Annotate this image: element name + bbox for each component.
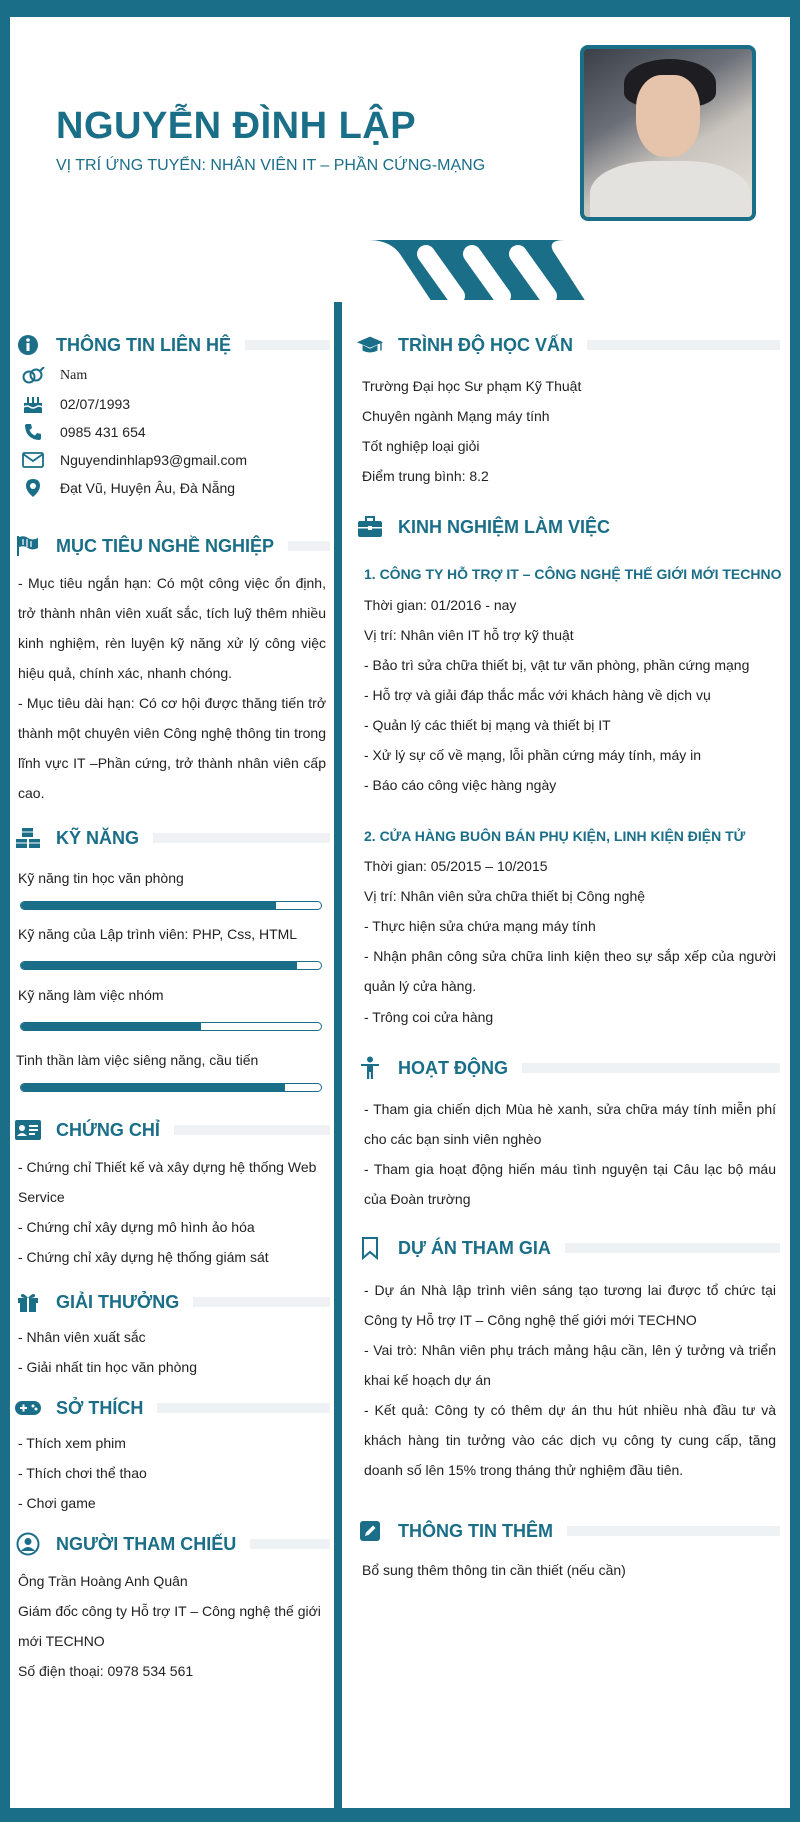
job-duty: - Nhận phân công sửa chữa linh kiện theo sự sắp xếp của người quản lý cửa hàng. [364,948,776,994]
cubes-icon [14,826,42,850]
extra-text: Bổ sung thêm thông tin cần thiết (nếu cần) [362,1562,626,1578]
section-projects-header [356,1233,780,1263]
job-role: Vị trí: Nhân viên sửa chữa thiết bị Công nghệ [364,888,646,904]
section-hobbies-header [14,1393,330,1423]
activity-item: - Tham gia hoạt động hiến máu tình nguyện tại Câu lạc bộ máu của Đoàn trường [364,1161,776,1207]
objective-short-term: - Mục tiêu ngắn hạn: Có một công việc ổn định, trở thành nhân viên xuất sắc, tích luỹ thêm nhiều kinh nghiệm, rèn luyện kỹ năng xử lý công việc hiệu quả, chính xác, nhanh chóng. [18,575,326,681]
certificate-item: - Chứng chỉ xây dựng mô hình ảo hóa [18,1219,255,1235]
section-contact-header [14,330,330,360]
job-duty: - Bảo trì sửa chữa thiết bị, vật tư văn phòng, phần cứng mạng [364,657,750,673]
user-circle-icon [14,1532,42,1556]
skill-label: Kỹ năng của Lập trình viên: PHP, Css, HTML [18,926,298,942]
right-column [342,300,790,1808]
profile-photo [580,45,756,221]
education-item: Điểm trung bình: 8.2 [362,468,489,484]
mail-icon [20,450,46,470]
skill-bar [20,1083,322,1092]
hobby-item: - Thích chơi thể thao [18,1465,147,1481]
contact-phone: 0985 431 654 [60,424,146,440]
skill-bar [20,1022,322,1031]
award-item: - Nhân viên xuất sắc [18,1329,146,1345]
section-objective-header [14,531,330,561]
section-title: MỤC TIÊU NGHỀ NGHIỆP [56,535,275,556]
person-icon [356,1056,384,1080]
graduation-cap-icon [356,333,384,357]
section-extra-header [356,1516,780,1546]
hobby-item: - Chơi game [18,1495,96,1511]
award-item: - Giải nhất tin học văn phòng [18,1359,198,1375]
gift-icon [14,1290,42,1314]
project-item: - Kết quả: Công ty có thêm dự án thu hút nhiều nhà đầu tư và khách hàng tin tưởng vào các dịch vụ công ty cung cấp, tăng doanh số lên 15% trong tháng thử nghiệm đầu tiên. [364,1402,776,1478]
skill-label: Kỹ năng tin học văn phòng [18,870,184,886]
section-title: CHỨNG CHỈ [56,1119,160,1140]
phone-icon [20,422,46,442]
left-column [10,300,334,1808]
contact-email[interactable]: Nguyendinhlap93@gmail.com [60,452,247,468]
skill-bar-fill [21,1023,201,1030]
objective-long-term: - Mục tiêu dài hạn: Có cơ hội được thăng tiến trở thành một chuyên viên Công nghệ thông tin trong lĩnh vực IT –Phần cứng, trở thành nhân viên cấp cao. [18,695,326,801]
job-company: 1. CÔNG TY HỖ TRỢ IT – CÔNG NGHỆ THẾ GIỚI MỚI TECHNO [364,566,782,582]
education-item: Tốt nghiệp loại giỏi [362,438,480,454]
reference-role: Giám đốc công ty Hỗ trợ IT – Công nghệ thế giới mới TECHNO [18,1603,321,1649]
section-title: THÔNG TIN LIÊN HỆ [56,334,231,355]
contact-address: Đạt Vũ, Huyện Âu, Đà Nẵng [60,480,236,496]
gender-icon [20,366,46,386]
hobby-item: - Thích xem phim [18,1435,126,1451]
candidate-name: NGUYỄN ĐÌNH LẬP [56,105,417,147]
job-time: Thời gian: 05/2015 – 10/2015 [364,858,548,874]
skill-bar-fill [21,1084,285,1091]
skill-bar [20,901,322,910]
applied-position: VỊ TRÍ ỨNG TUYỂN: NHÂN VIÊN IT – PHẦN CỨNG-MẠNG [56,157,486,174]
education-item: Trường Đại học Sư phạm Kỹ Thuật [362,378,582,394]
skill-bar-fill [21,962,297,969]
job-duty: - Xử lý sự cố về mạng, lỗi phần cứng máy tính, máy in [364,747,702,763]
section-title: DỰ ÁN THAM GIA [398,1237,551,1258]
job-duty: - Hỗ trợ và giải đáp thắc mắc với khách hàng về dịch vụ [364,687,711,703]
contact-gender: Nam [60,368,88,383]
briefcase-icon [356,515,384,539]
section-activities-header [356,1053,780,1083]
job-duty: - Quản lý các thiết bị mạng và thiết bị IT [364,717,611,733]
skill-label: Kỹ năng làm việc nhóm [18,987,164,1003]
section-education-header [356,330,780,360]
certificate-item: - Chứng chỉ Thiết kế và xây dựng hệ thống Web Service [18,1159,317,1205]
contact-birthday: 02/07/1993 [60,396,131,412]
job-time: Thời gian: 01/2016 - nay [364,597,517,613]
education-item: Chuyên ngành Mạng máy tính [362,408,550,424]
section-title: SỞ THÍCH [56,1397,144,1418]
section-awards-header [14,1287,330,1317]
info-icon [14,333,42,357]
reference-name: Ông Trần Hoàng Anh Quân [18,1573,188,1589]
project-item: - Dự án Nhà lập trình viên sáng tạo tương lai được tổ chức tại Công ty Hỗ trợ IT – Công nghệ thế giới mới TECHNO [364,1282,776,1328]
job-company: 2. CỬA HÀNG BUÔN BÁN PHỤ KIỆN, LINH KIỆN ĐIỆN TỬ [364,828,746,844]
section-title: KINH NGHIỆM LÀM VIỆC [398,516,611,537]
section-title: NGƯỜI THAM CHIẾU [56,1533,237,1554]
section-certificates-header [14,1115,330,1145]
skill-bar-fill [21,902,276,909]
activity-item: - Tham gia chiến dịch Mùa hè xanh, sửa chữa máy tính miễn phí cho các bạn sinh viên nghèo [364,1101,776,1147]
section-title: GIẢI THƯỞNG [56,1291,180,1312]
section-reference-header [14,1529,330,1559]
section-experience-header [356,512,780,542]
section-title: KỸ NĂNG [56,827,140,848]
section-title: HOẠT ĐỘNG [398,1057,508,1078]
job-duty: - Trông coi cửa hàng [364,1009,494,1025]
section-title: THÔNG TIN THÊM [398,1520,553,1541]
skill-bar [20,961,322,970]
bookmark-icon [356,1236,384,1260]
skill-label: Tinh thần làm việc siêng năng, cầu tiến [16,1052,259,1068]
reference-phone: Số điện thoại: 0978 534 561 [18,1663,194,1679]
id-card-icon [14,1118,42,1142]
flag-icon [14,534,42,558]
location-icon [20,478,46,498]
resume-header [10,17,790,247]
project-item: - Vai trò: Nhân viên phụ trách mảng hậu cần, lên ý tưởng và triển khai kế hoạch dự án [364,1342,776,1388]
job-duty: - Báo cáo công việc hàng ngày [364,777,557,793]
job-duty: - Thực hiện sửa chứa mạng máy tính [364,918,596,934]
gamepad-icon [14,1396,42,1420]
pencil-icon [356,1519,384,1543]
section-skills-header [14,823,330,853]
certificate-item: - Chứng chỉ xây dựng hệ thống giám sát [18,1249,269,1265]
section-title: TRÌNH ĐỘ HỌC VẤN [398,334,573,355]
cake-icon [20,394,46,414]
job-role: Vị trí: Nhân viên IT hỗ trợ kỹ thuật [364,627,574,643]
